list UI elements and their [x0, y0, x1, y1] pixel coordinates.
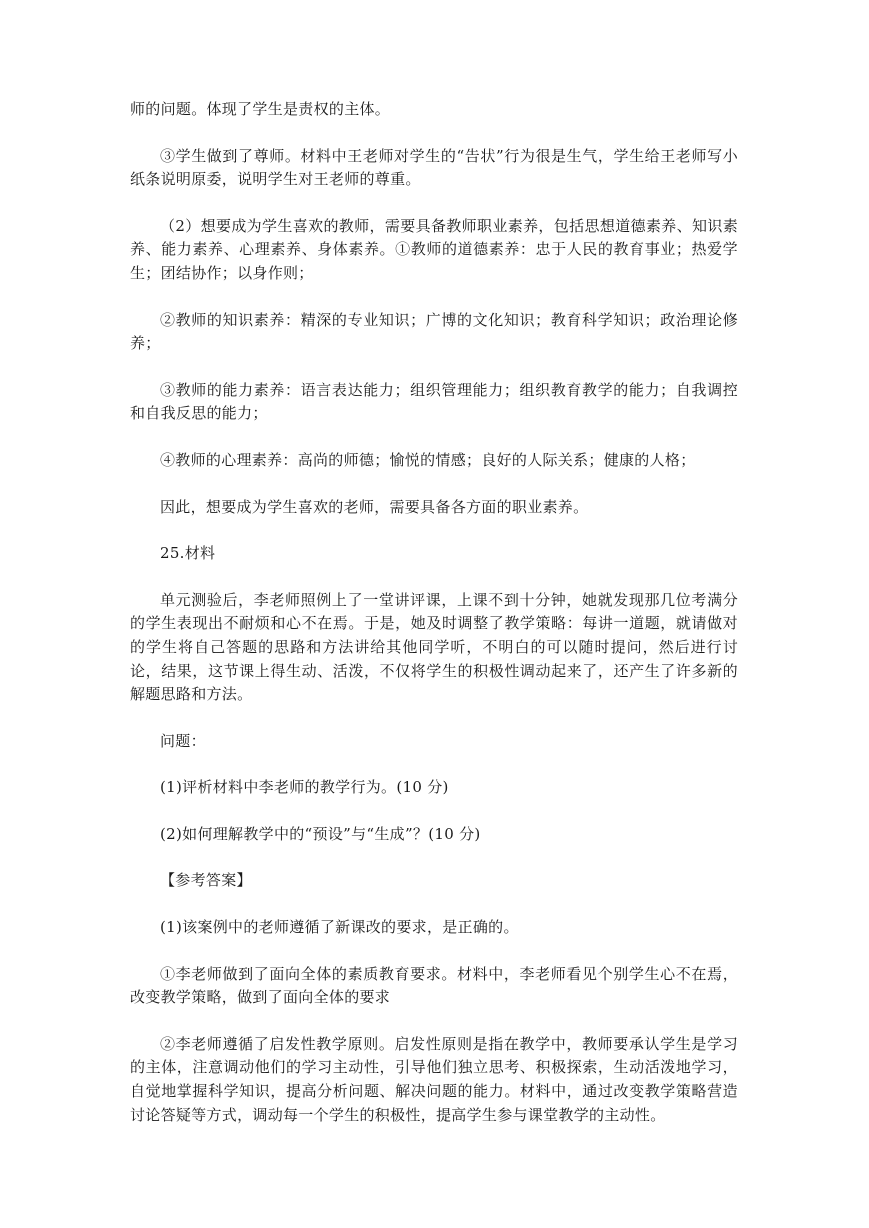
document-body	[130, 98, 738, 1127]
paragraph: ②李老师遵循了启发性教学原则。启发性原则是指在教学中，教师要承认学生是学习的主体，注意调动他们的学习主动性，引导他们独立思考、积极探索，生动活泼地学习，自觉地掌握科学知识，提高分析问题、解决问题的能力。材料中，通过改变教学策略营造讨论答疑等方式，调动每一个学生的积极性，提高学生参与课堂教学的主动性。	[130, 1034, 738, 1124]
paragraph: 问题：	[160, 731, 206, 750]
paragraph: 【参考答案】	[160, 871, 252, 890]
paragraph: ④教师的心理素养：高尚的师德；愉悦的情感；良好的人际关系；健康的人格；	[160, 450, 696, 469]
paragraph: ①李老师做到了面向全体的素质教育要求。材料中，李老师看见个别学生心不在焉，改变教学策略，做到了面向全体的要求	[130, 964, 738, 1007]
paragraph: ②教师的知识素养：精深的专业知识；广博的文化知识；教育科学知识；政治理论修养；	[130, 310, 738, 353]
paragraph: 单元测验后，李老师照例上了一堂讲评课，上课不到十分钟，她就发现那几位考满分的学生表现出不耐烦和心不在焉。于是，她及时调整了教学策略：每讲一道题，就请做对的学生将自己答题的思路和方法讲给其他同学听，不明白的可以随时提问，然后进行讨论，结果，这节课上得生动、活泼，不仅将学生的积极性调动起来了，还产生了许多新的解题思路和方法。	[130, 590, 738, 704]
paragraph: ③学生做到了尊师。材料中王老师对学生的“告状”行为很是生气，学生给王老师写小纸条说明原委，说明学生对王老师的尊重。	[130, 146, 738, 189]
paragraph: ③教师的能力素养：语言表达能力；组织管理能力；组织教育教学的能力；自我调控和自我反思的能力；	[130, 380, 738, 423]
paragraph: (1)评析材料中李老师的教学行为。(10 分)	[160, 778, 449, 797]
paragraph: (1)该案例中的老师遵循了新课改的要求，是正确的。	[160, 918, 519, 937]
paragraph: 师的问题。体现了学生是责权的主体。	[130, 100, 391, 118]
paragraph: （2）想要成为学生喜欢的教师，需要具备教师职业素养，包括思想道德素养、知识素养、能力素养、心理素养、身体素养。①教师的道德素养：忠于人民的教育事业；热爱学生；团结协作；以身作则；	[130, 216, 738, 282]
paragraph: 因此，想要成为学生喜欢的老师，需要具备各方面的职业素养。	[160, 497, 589, 516]
paragraph: (2)如何理解教学中的“预设”与“生成”？(10 分)	[160, 824, 481, 843]
paragraph: 25.材料	[160, 544, 216, 563]
